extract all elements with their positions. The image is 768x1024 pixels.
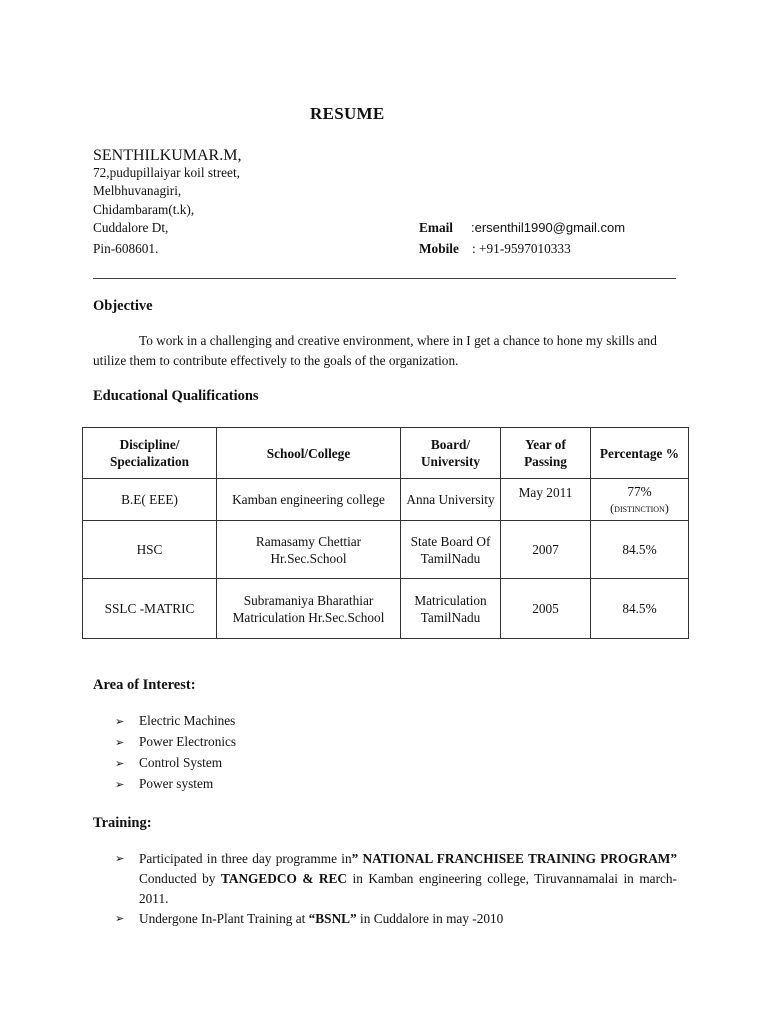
training-text: in Kamban engineering college, Tiruvannamalai in march- 2011.	[139, 871, 677, 906]
resume-title: RESUME	[310, 104, 385, 123]
address-line: Chidambaram(t.k),	[93, 202, 195, 217]
table-row	[83, 579, 689, 639]
email-value: :ersenthil1990@gmail.com	[471, 220, 626, 235]
list-item	[115, 731, 236, 752]
mobile-label: Mobile	[419, 241, 459, 256]
objective-text: To work in a challenging and creative environment, where in I get a chance to hone my skills and utilize them to contribute effectively to the goals of the organization.	[93, 333, 657, 368]
arrow-bullet-icon: ➢	[115, 736, 125, 749]
training-item	[139, 849, 677, 909]
address-line: Pin-608601.	[93, 241, 159, 256]
column-header: Percentage %	[591, 428, 689, 479]
table-cell: State Board Of TamilNadu	[401, 521, 501, 579]
arrow-bullet-icon: ➢	[115, 757, 125, 770]
table-header-row	[83, 428, 689, 479]
table-cell: 84.5%	[591, 521, 689, 579]
training-text: Participated in three day programme in	[139, 851, 352, 866]
table-row	[83, 521, 689, 579]
list-item	[115, 773, 236, 794]
table-cell: SSLC -MATRIC	[83, 579, 217, 639]
interests-heading: Area of Interest:	[93, 677, 196, 693]
organizer-name: “BSNL”	[308, 911, 357, 926]
list-item	[115, 752, 236, 773]
column-header: Board/ University	[401, 428, 501, 479]
arrow-bullet-icon: ➢	[115, 778, 125, 791]
column-header: Year of Passing	[501, 428, 591, 479]
address-line: 72,pudupillaiyar koil street,	[93, 165, 240, 180]
training-list	[115, 849, 677, 929]
education-table	[82, 427, 689, 639]
table-cell: HSC	[83, 521, 217, 579]
column-header: Discipline/ Specialization	[83, 428, 217, 479]
list-item	[115, 849, 677, 909]
address-line: Melbhuvanagiri,	[93, 183, 182, 198]
training-text: Conducted by	[139, 871, 221, 886]
header-divider	[93, 278, 676, 279]
training-heading: Training:	[93, 815, 152, 831]
objective-heading: Objective	[93, 298, 153, 314]
program-name: ” NATIONAL FRANCHISEE TRAINING PROGRAM”	[351, 851, 678, 866]
training-item	[139, 909, 677, 929]
table-cell: Anna University	[401, 479, 501, 521]
arrow-bullet-icon: ➢	[115, 912, 125, 925]
candidate-name: SENTHILKUMAR.M,	[93, 147, 242, 164]
table-cell: Subramaniya Bharathiar Matriculation Hr.Sec.School	[217, 579, 401, 639]
list-item-label: Power system	[139, 776, 214, 791]
table-cell: Ramasamy Chettiar Hr.Sec.School	[217, 521, 401, 579]
arrow-bullet-icon: ➢	[115, 852, 125, 865]
list-item	[115, 710, 236, 731]
table-cell: 2005	[501, 579, 591, 639]
table-cell: 84.5%	[591, 579, 689, 639]
training-text: in Cuddalore in may -2010	[356, 911, 504, 926]
organizer-name: TANGEDCO & REC	[220, 871, 347, 886]
arrow-bullet-icon: ➢	[115, 715, 125, 728]
address-line: Cuddalore Dt,	[93, 220, 169, 235]
table-cell: B.E( EEE)	[83, 479, 217, 521]
table-cell: May 2011	[501, 479, 591, 521]
table-cell-value: 77%	[627, 483, 652, 499]
training-text: Undergone In-Plant Training at	[139, 911, 309, 926]
distinction-note: (distinction)	[610, 500, 669, 515]
list-item	[115, 909, 677, 929]
column-header: School/College	[217, 428, 401, 479]
education-heading: Educational Qualifications	[93, 388, 259, 404]
table-cell: Kamban engineering college	[217, 479, 401, 521]
list-item-label: Power Electronics	[139, 734, 237, 749]
list-item-label: Control System	[139, 755, 223, 770]
percentage-cell	[591, 479, 689, 521]
table-cell: Matriculation TamilNadu	[401, 579, 501, 639]
mobile-value: : +91-9597010333	[472, 241, 571, 256]
interests-list	[115, 710, 236, 794]
email-label: Email	[419, 220, 453, 235]
table-cell: 2007	[501, 521, 591, 579]
table-row	[83, 479, 689, 521]
list-item-label: Electric Machines	[139, 713, 236, 728]
